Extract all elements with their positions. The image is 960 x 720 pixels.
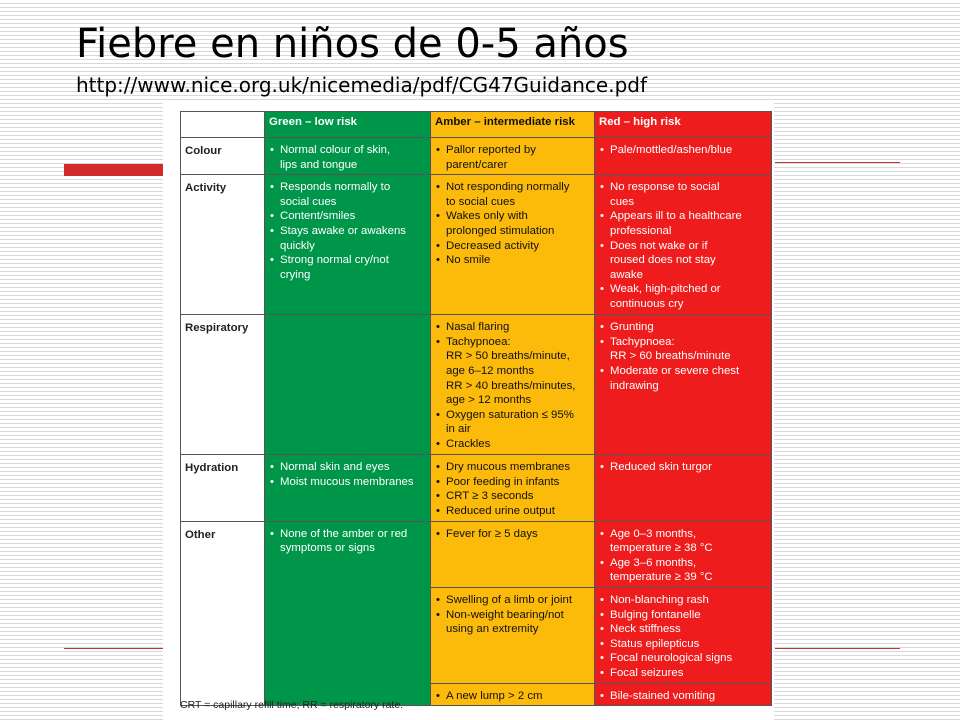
bullet-item — [599, 143, 767, 158]
bullet-line: • Content/smiles — [280, 210, 356, 223]
bullet-list — [599, 143, 767, 158]
bullet-line: RR > 60 breaths/minute — [610, 350, 731, 363]
cell-amber — [431, 175, 595, 315]
bullet-line: • No response to social — [610, 181, 720, 194]
bullet-line: • Normal colour of skin, — [280, 144, 391, 156]
slide-title: Fiebre en niños de 0-5 años — [76, 21, 629, 67]
bullet-item — [435, 408, 590, 437]
bullet-line: continuous cry — [610, 297, 684, 310]
bullet-item — [435, 253, 590, 268]
bullet-line: • Bulging fontanelle — [610, 608, 701, 621]
bullet-line: age > 12 months — [446, 394, 532, 407]
bullet-line: • Non-blanching rash — [610, 593, 709, 606]
accent-line-top — [775, 162, 900, 163]
bullet-line: • Moderate or severe chest — [610, 364, 740, 377]
cell-green — [265, 455, 431, 521]
bullet-item — [599, 556, 767, 585]
bullet-item — [435, 689, 590, 704]
accent-line-bottom-left — [64, 648, 170, 649]
bullet-line: cues — [610, 195, 635, 208]
bullet-item — [269, 209, 426, 224]
bullet-line: RR > 50 breaths/minute, — [446, 350, 570, 363]
bullet-list — [435, 593, 590, 637]
cell-red — [595, 683, 772, 706]
bullet-line: • Grunting — [610, 321, 654, 334]
bullet-list — [599, 320, 767, 393]
bullet-item — [435, 460, 590, 475]
header-red: Red – high risk — [595, 112, 772, 138]
cell-amber — [431, 521, 595, 587]
bullet-line: symptoms or signs — [280, 542, 375, 555]
bullet-line: • Poor feeding in infants — [446, 475, 560, 488]
bullet-item — [269, 224, 426, 253]
bullet-line: • Responds normally to — [280, 181, 391, 194]
bullet-list — [599, 527, 767, 585]
bullet-item — [435, 437, 590, 452]
bullet-line: • Pale/mottled/ashen/blue — [610, 144, 733, 156]
bullet-item — [599, 593, 767, 608]
bullet-line: using an extremity — [446, 623, 539, 636]
bullet-item — [435, 143, 590, 172]
row-label: Activity — [181, 175, 265, 315]
bullet-item — [599, 209, 767, 238]
bullet-item — [599, 320, 767, 335]
row-respiratory — [181, 315, 772, 455]
bullet-line: roused does not stay — [610, 254, 716, 267]
bullet-line: indrawing — [610, 379, 659, 392]
row-label: Hydration — [181, 455, 265, 521]
bullet-item — [435, 527, 590, 542]
cell-green — [265, 138, 431, 175]
bullet-line: • Crackles — [446, 437, 491, 450]
bullet-line: • Dry mucous membranes — [446, 461, 571, 474]
bullet-line: • Focal neurological signs — [610, 652, 733, 665]
bullet-item — [435, 209, 590, 238]
bullet-item — [599, 608, 767, 623]
bullet-list — [599, 180, 767, 311]
bullet-line: • Focal seizures — [610, 666, 684, 679]
bullet-line: • Stays awake or awakens — [280, 224, 406, 237]
bullet-item — [269, 143, 426, 172]
bullet-line: • No smile — [446, 254, 491, 267]
bullet-item — [599, 282, 767, 311]
bullet-item — [435, 335, 590, 408]
bullet-item — [435, 593, 590, 608]
header-row — [181, 112, 772, 138]
bullet-line: • Tachypnoea: — [610, 335, 675, 348]
bullet-list — [599, 460, 767, 475]
bullet-list — [269, 527, 426, 556]
bullet-line: lips and tongue — [280, 158, 358, 171]
bullet-line: • Pallor reported by — [446, 144, 536, 156]
bullet-line: to social cues — [446, 195, 516, 208]
bullet-item — [599, 637, 767, 652]
bullet-item — [269, 527, 426, 556]
table-footnote: CRT = capillary refill time; RR = respiratory rate. — [180, 699, 404, 711]
cell-red — [595, 315, 772, 455]
bullet-line: • CRT ≥ 3 seconds — [446, 490, 534, 503]
cell-red — [595, 175, 772, 315]
bullet-line: social cues — [280, 195, 337, 208]
bullet-line: temperature ≥ 38 °C — [610, 542, 713, 555]
bullet-line: • Age 3–6 months, — [610, 556, 697, 569]
header-corner — [181, 112, 265, 138]
bullet-line: • Appears ill to a healthcare — [610, 210, 742, 223]
bullet-list — [269, 460, 426, 489]
bullet-line: • Strong normal cry/not — [280, 254, 389, 267]
bullet-list — [435, 460, 590, 518]
accent-bar — [64, 164, 170, 176]
bullet-line: • Reduced urine output — [446, 504, 555, 517]
bullet-line: • None of the amber or red — [280, 527, 408, 540]
bullet-list — [599, 593, 767, 681]
bullet-item — [269, 180, 426, 209]
bullet-list — [599, 689, 767, 704]
bullet-line: • Moist mucous membranes — [280, 475, 414, 488]
table-panel — [163, 103, 774, 720]
row-activity — [181, 175, 772, 315]
cell-red — [595, 455, 772, 521]
bullet-list — [435, 180, 590, 268]
bullet-line: parent/carer — [446, 158, 508, 171]
source-url: http://www.nice.org.uk/nicemedia/pdf/CG47Guidance.pdf — [76, 73, 648, 97]
row-hydration — [181, 455, 772, 521]
bullet-item — [435, 504, 590, 519]
cell-green — [265, 175, 431, 315]
cell-green — [265, 521, 431, 706]
bullet-item — [599, 364, 767, 393]
bullet-line: • Weak, high-pitched or — [610, 283, 721, 296]
cell-amber — [431, 138, 595, 175]
bullet-item — [599, 460, 767, 475]
cell-green — [265, 315, 431, 455]
bullet-line: age 6–12 months — [446, 364, 535, 377]
bullet-line: • Tachypnoea: — [446, 335, 511, 348]
bullet-list — [435, 320, 590, 451]
bullet-item — [599, 527, 767, 556]
cell-amber — [431, 455, 595, 521]
header-green: Green – low risk — [265, 112, 431, 138]
bullet-item — [599, 180, 767, 209]
bullet-item — [599, 689, 767, 704]
bullet-list — [435, 143, 590, 172]
row-label: Respiratory — [181, 315, 265, 455]
bullet-item — [435, 239, 590, 254]
bullet-item — [269, 460, 426, 475]
bullet-line: crying — [280, 268, 311, 281]
bullet-line: prolonged stimulation — [446, 224, 555, 237]
bullet-line: • Status epilepticus — [610, 637, 700, 650]
bullet-line: • Normal skin and eyes — [280, 461, 390, 474]
bullet-item — [269, 475, 426, 490]
row-colour — [181, 138, 772, 175]
bullet-line: • Nasal flaring — [446, 321, 510, 334]
bullet-item — [599, 335, 767, 364]
bullet-line: • Bile-stained vomiting — [610, 689, 716, 702]
accent-line-bottom-right — [775, 648, 900, 649]
cell-amber — [431, 315, 595, 455]
bullet-item — [269, 253, 426, 282]
bullet-item — [435, 489, 590, 504]
traffic-light-table — [180, 111, 772, 706]
bullet-line: • Non-weight bearing/not — [446, 608, 564, 621]
bullet-item — [599, 666, 767, 681]
bullet-line: • Oxygen saturation ≤ 95% — [446, 408, 574, 421]
bullet-list — [435, 689, 590, 704]
bullet-list — [269, 143, 426, 172]
bullet-line: • Fever for ≥ 5 days — [446, 527, 538, 540]
bullet-line: quickly — [280, 239, 315, 252]
bullet-item — [599, 622, 767, 637]
row-other — [181, 521, 772, 587]
bullet-line: • Does not wake or if — [610, 239, 708, 252]
bullet-item — [435, 475, 590, 490]
cell-red — [595, 521, 772, 587]
bullet-line: RR > 40 breaths/minutes, — [446, 379, 576, 392]
bullet-line: awake — [610, 268, 643, 281]
bullet-line: • A new lump > 2 cm — [446, 689, 543, 702]
cell-red — [595, 587, 772, 683]
header-amber: Amber – intermediate risk — [431, 112, 595, 138]
bullet-line: temperature ≥ 39 °C — [610, 571, 713, 584]
bullet-line: • Neck stiffness — [610, 623, 681, 636]
row-label: Colour — [181, 138, 265, 175]
row-label: Other — [181, 521, 265, 706]
bullet-line: • Age 0–3 months, — [610, 527, 697, 540]
bullet-line: • Reduced skin turgor — [610, 461, 712, 474]
bullet-list — [435, 527, 590, 542]
cell-amber — [431, 683, 595, 706]
bullet-line: in air — [446, 423, 471, 436]
cell-amber — [431, 587, 595, 683]
bullet-item — [599, 651, 767, 666]
bullet-line: • Swelling of a limb or joint — [446, 593, 572, 606]
bullet-line: • Wakes only with — [446, 210, 528, 223]
bullet-line: professional — [610, 224, 672, 237]
bullet-list — [269, 180, 426, 282]
bullet-item — [435, 180, 590, 209]
bullet-item — [435, 320, 590, 335]
cell-red — [595, 138, 772, 175]
bullet-line: • Decreased activity — [446, 239, 540, 252]
bullet-line: • Not responding normally — [446, 181, 570, 194]
bullet-item — [435, 608, 590, 637]
bullet-item — [599, 239, 767, 283]
